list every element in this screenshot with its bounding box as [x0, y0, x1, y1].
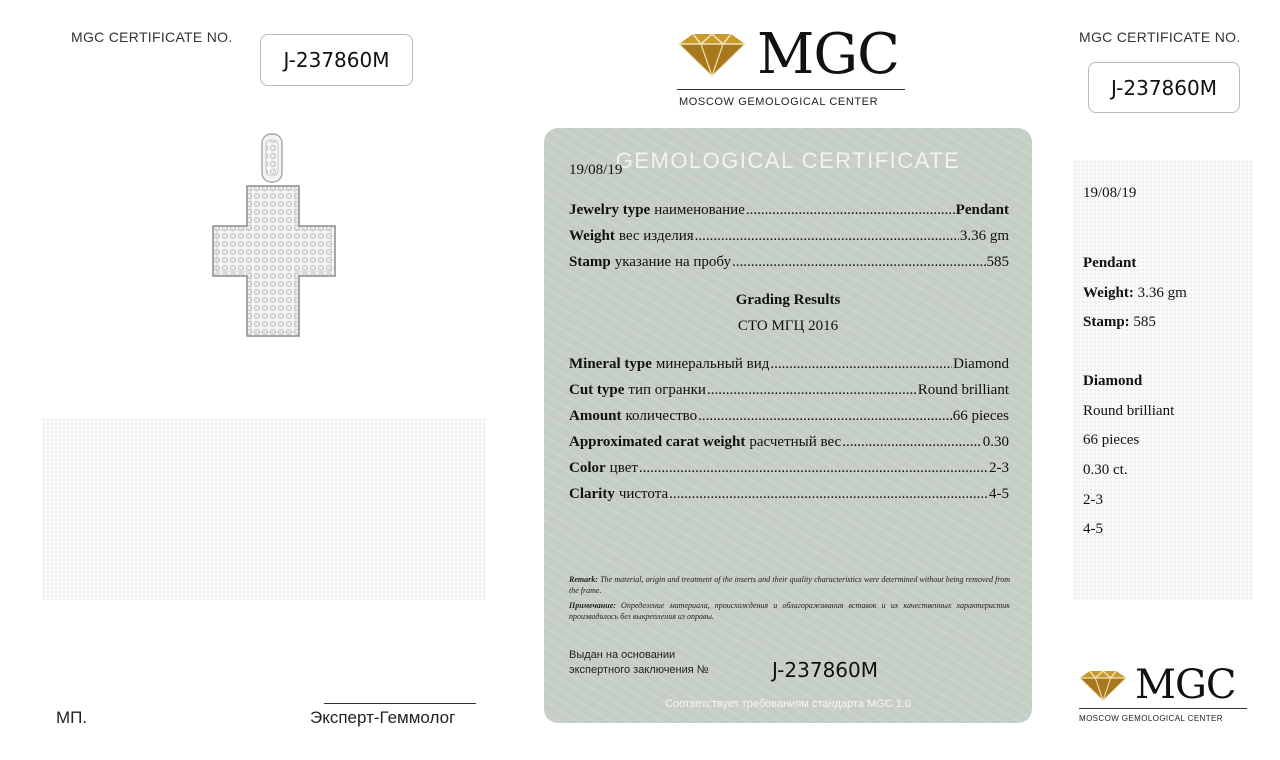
- row-value: 66 pieces: [952, 408, 1009, 424]
- logo-subtitle: MOSCOW GEMOLOGICAL CENTER: [679, 96, 879, 108]
- mgc-logo-top: [675, 22, 911, 116]
- summary-stamp: [1083, 314, 1156, 331]
- leader-dots: [707, 382, 917, 399]
- left-certificate-label: MGC CERTIFICATE NO.: [71, 29, 233, 45]
- remark-english: [569, 574, 1010, 596]
- signature-line: [324, 703, 476, 704]
- row-key: Clarity: [569, 486, 615, 502]
- row-key: Color: [569, 460, 606, 476]
- row-key: Mineral type: [569, 356, 652, 372]
- diamond-icon: [675, 30, 749, 78]
- row-cut-type: [569, 382, 1009, 399]
- right-certificate-label: MGC CERTIFICATE NO.: [1079, 29, 1241, 45]
- diamond-icon: [1077, 668, 1129, 702]
- logo-divider: [1079, 708, 1247, 709]
- row-value: 585: [986, 254, 1009, 270]
- left-certificate-number: J-237860M: [260, 34, 413, 86]
- summary-amount: 66 pieces: [1083, 432, 1140, 448]
- row-value: Round brilliant: [917, 382, 1009, 398]
- row-weight: [569, 228, 1009, 245]
- mgc-logo-bottom: [1077, 664, 1247, 730]
- summary-stamp-value: 585: [1133, 314, 1156, 330]
- row-ru: указание на пробу: [614, 254, 731, 270]
- left-blank-panel: [42, 418, 486, 600]
- remark-label: Remark:: [569, 575, 598, 584]
- row-stamp: [569, 254, 1009, 271]
- row-ru: расчетный вес: [749, 434, 842, 450]
- row-ru: чистота: [618, 486, 669, 502]
- row-value: 0.30: [982, 434, 1009, 450]
- summary-weight: [1083, 285, 1187, 302]
- row-color: [569, 460, 1009, 477]
- logo-wordmark: MGC: [1135, 662, 1236, 708]
- leader-dots: [669, 486, 988, 503]
- summary-mineral: Diamond: [1083, 373, 1143, 389]
- summary-weight-value: 3.36 gm: [1137, 285, 1187, 301]
- row-ru: количество: [625, 408, 698, 424]
- row-value: 4-5: [989, 486, 1009, 502]
- grading-standard: СТО МГЦ 2016: [737, 318, 839, 334]
- row-ru: тип огранки: [628, 382, 706, 398]
- leader-dots: [639, 460, 988, 477]
- summary-clarity: 4-5: [1083, 521, 1103, 537]
- leader-dots: [732, 254, 986, 271]
- certificate-card: [544, 128, 1032, 723]
- row-mineral-type: [569, 356, 1009, 373]
- remark-russian: [569, 600, 1010, 622]
- leader-dots: [842, 434, 982, 451]
- row-value: 3.36 gm: [959, 228, 1009, 244]
- issued-number: J-237860M: [772, 658, 879, 682]
- leader-dots: [698, 408, 952, 425]
- row-key: Amount: [569, 408, 622, 424]
- leader-dots: [746, 202, 955, 219]
- summary-stamp-label: Stamp:: [1083, 314, 1130, 330]
- row-amount: [569, 408, 1009, 425]
- row-ru: наименование: [654, 202, 745, 218]
- row-carat-weight: [569, 434, 1009, 451]
- certificate-date: 19/08/19: [569, 162, 623, 178]
- remark-text: The material, origin and treatment of the inserts and their quality characteristics were determined without being removed from the frame.: [569, 575, 1011, 595]
- row-value: Pendant: [955, 202, 1009, 218]
- leader-dots: [695, 228, 959, 245]
- standard-watermark: Соответствует требованиям стандарта MGC 1.0: [664, 698, 912, 710]
- row-ru: вес изделия: [618, 228, 694, 244]
- row-key: Approximated carat weight: [569, 434, 746, 450]
- signature-label: Эксперт-Геммолог: [310, 708, 456, 727]
- summary-date: 19/08/19: [1083, 185, 1137, 201]
- row-clarity: [569, 486, 1009, 503]
- logo-subtitle: MOSCOW GEMOLOGICAL CENTER: [1079, 714, 1223, 723]
- logo-divider: [677, 89, 905, 90]
- issued-line-1: Выдан на основании: [569, 649, 676, 661]
- grading-title: Grading Results: [735, 292, 841, 308]
- row-ru: цвет: [609, 460, 638, 476]
- row-key: Stamp: [569, 254, 611, 270]
- issued-line-2: экспертного заключения №: [569, 664, 709, 676]
- row-value: Diamond: [953, 356, 1009, 372]
- summary-cut: Round brilliant: [1083, 403, 1175, 419]
- row-ru: минеральный вид: [655, 356, 770, 372]
- leader-dots: [770, 356, 952, 373]
- row-key: Weight: [569, 228, 615, 244]
- right-certificate-number: J-237860M: [1088, 62, 1240, 113]
- stamp-label: МП.: [56, 708, 88, 727]
- logo-wordmark: MGC: [757, 22, 899, 87]
- summary-weight-label: Weight:: [1083, 285, 1134, 301]
- row-key: Jewelry type: [569, 202, 651, 218]
- pendant-photo: [205, 128, 345, 343]
- summary-carat: 0.30 ct.: [1083, 462, 1128, 478]
- row-jewelry-type: [569, 202, 1009, 219]
- row-value: 2-3: [989, 460, 1009, 476]
- remark-ru-text: Определение материала, происхождения и облагораживания вставок и их качественных характеристик производилось без выкрепления из оправы.: [569, 601, 1010, 621]
- row-key: Cut type: [569, 382, 625, 398]
- remark-ru-label: Примечание:: [569, 601, 616, 610]
- certificate-watermark-title: GEMOLOGICAL CERTIFICATE: [615, 148, 961, 173]
- summary-color: 2-3: [1083, 492, 1103, 508]
- summary-jewelry-type: Pendant: [1083, 255, 1137, 271]
